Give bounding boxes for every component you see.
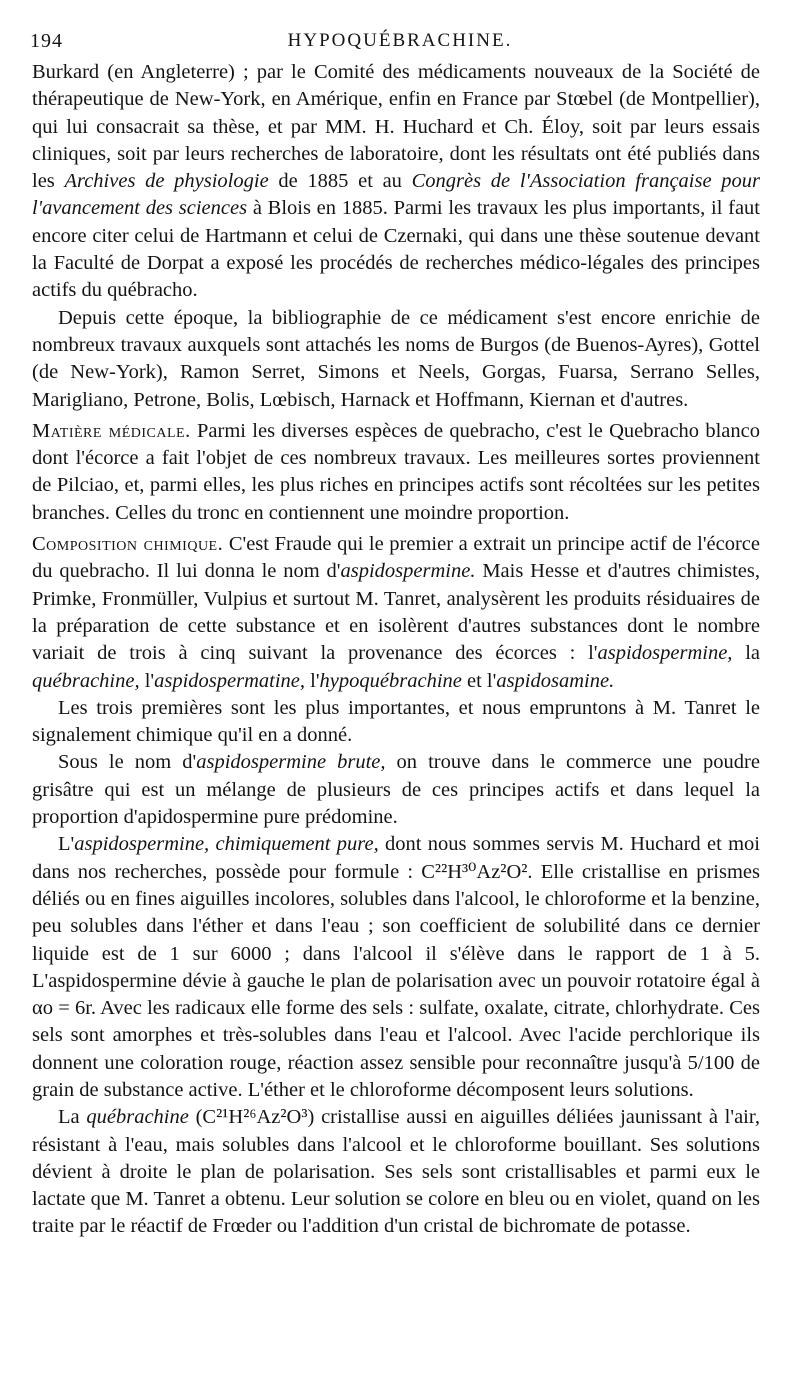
paragraph-text: l' <box>305 669 320 692</box>
paragraph-text: l' <box>139 669 155 692</box>
italic-term: aspidospermine. <box>340 560 476 583</box>
paragraph-text: Parmi les diverses espèces de quebracho, c'est le Quebracho blanco dont l'écorce a fait l'objet de ces nombreux travaux. Les meilleures sortes proviennent de Pilciao, et, parmi elles, les plus riches en principes actifs sont récoltées sur les petites branches. Celles du tronc en contiennent une moindre proportion. <box>32 419 760 524</box>
paragraph-text: et l' <box>461 669 497 692</box>
paragraph-5 <box>32 695 760 750</box>
italic-term: aspidospermine brute, <box>196 751 386 774</box>
paragraph-text: Les trois premières sont les plus importantes, et nous empruntons à M. Tanret le signalement chimique qu'il en a donné. <box>32 696 760 747</box>
italic-term: québrachine <box>86 1106 189 1129</box>
italic-term: aspidospermine, <box>597 642 733 665</box>
paragraph-8 <box>32 1104 760 1240</box>
paragraph-text: à Blois en 1885. Parmi les travaux les plus importants, il faut encore citer celui de Hartmann et celui de Czernaki, qui dans une thèse soutenue devant la Faculté de Dorpat a exposé les procédés de recherches médico-légales des principes actifs du québracho. <box>32 197 760 302</box>
paragraph-text: dont nous sommes servis M. Huchard et moi dans nos recherches, possède pour formule : C²²H³⁰Az²O². Elle cristallise en prismes déliés ou en fines aiguilles incolores, solubles dans l'alcool, le chloroforme et la benzine, peu solubles dans l'éther et dans l'eau ; son coefficient de solubilité dans ce dernier liquide est de 1 sur 6000 ; dans l'alcool il s'élève dans le rapport de 1 à 5. L'aspidospermine dévie à gauche le plan de polarisation avec un pouvoir rotatoire égal à αo = 6r. Avec les radicaux elle forme des sels : sulfate, oxalate, citrate, chlorhydrate. Ces sels sont amorphes et très-solubles dans l'eau et l'alcool. Avec l'acide perchlorique ils donnent une coloration rouge, réaction assez sensible pour reconnaître jusqu'à 5/100 de grain de substance active. L'éther et le chloroforme décomposent leurs solutions. <box>32 833 760 1101</box>
paragraph-text: Burkard (en Angleterre) ; par le Comité des médicaments nouveaux de la Société de thérapeutique de New-York, en Amérique, enfin en France par Stœbel (de Montpellier), qui lui consacrait sa thèse, et par MM. H. Huchard et Ch. Éloy, soit par leurs essais cliniques, soit par leurs recherches de laboratoire, dont les résultats ont été publiés dans les <box>32 61 760 193</box>
paragraph-7 <box>32 831 760 1104</box>
section-heading-composition-chimique: Composition chimique. <box>32 533 224 556</box>
italic-title: Congrès de l'Association française pour l'avancement des sciences <box>32 170 760 220</box>
paragraph-2 <box>32 305 760 414</box>
running-head: HYPOQUÉBRACHINE. <box>287 30 513 51</box>
paragraph-text: Mais Hesse et d'autres chimistes, Primke, Fronmüller, Vulpius et surtout M. Tanret, analysèrent les produits résiduaires de la préparation de cette substance et en isolèrent d'autres substances dont le nombre variait de trois à cinq suivant la provenance des écorces : l' <box>32 560 760 665</box>
paragraph-text: de 1885 et au <box>268 170 412 193</box>
paragraph-1 <box>32 59 760 305</box>
italic-term: aspidospermine, chimiquement pure, <box>74 833 379 856</box>
paragraph-text: Sous le nom d' <box>58 751 197 774</box>
paragraph-text: Depuis cette époque, la bibliographie de ce médicament s'est encore enrichie de nombreux travaux auxquels sont attachés les noms de Burgos (de Buenos-Ayres), Gottel (de New-York), Ramon Serret, Simons et Neels, Gorgas, Fuarsa, Serrano Selles, Marigliano, Petrone, Bolis, Lœbisch, Harnack et Hoffmann, Kiernan et d'autres. <box>32 306 760 411</box>
paragraph-text: on trouve dans le commerce une poudre grisâtre qui est un mélange de plusieurs de ces principes actifs et dans lequel la proportion d'apidospermine pure prédomine. <box>32 751 760 829</box>
italic-term: aspidospermatine, <box>154 669 306 692</box>
paragraph-text: (C²¹H²⁶Az²O³) cristallise aussi en aiguilles déliées jaunissant à l'air, résistant à l'eau, mais solubles dans l'alcool et le chloroforme bouillant. Ses solutions dévient à droite le plan de polarisation. Ses sels sont cristallisables et parmi eux le lactate que M. Tanret a obtenu. Leur solution se colore en bleu ou en violet, quand on les traite par le réactif de Frœder ou l'addition d'un cristal de bichromate de potasse. <box>32 1106 761 1238</box>
italic-term: aspidosamine. <box>496 669 615 692</box>
paragraph-6 <box>32 749 760 831</box>
paragraph-text: C'est Fraude qui le premier a extrait un principe actif de l'écorce du quebracho. Il lui donna le nom d' <box>32 533 760 583</box>
page-header <box>0 26 800 56</box>
paragraph-4 <box>32 531 760 695</box>
paragraph-text: La <box>58 1106 87 1129</box>
italic-title: Archives de physiologie <box>64 170 269 193</box>
paragraph-text: la <box>732 642 760 665</box>
body-text <box>32 59 760 1241</box>
paragraph-text: L' <box>58 833 75 856</box>
italic-term: hypoquébrachine <box>319 669 462 692</box>
section-heading-matiere-medicale: Matière médicale. <box>32 419 191 442</box>
paragraph-3 <box>32 418 760 527</box>
page-number: 194 <box>30 30 63 52</box>
italic-term: québrachine, <box>32 669 140 692</box>
